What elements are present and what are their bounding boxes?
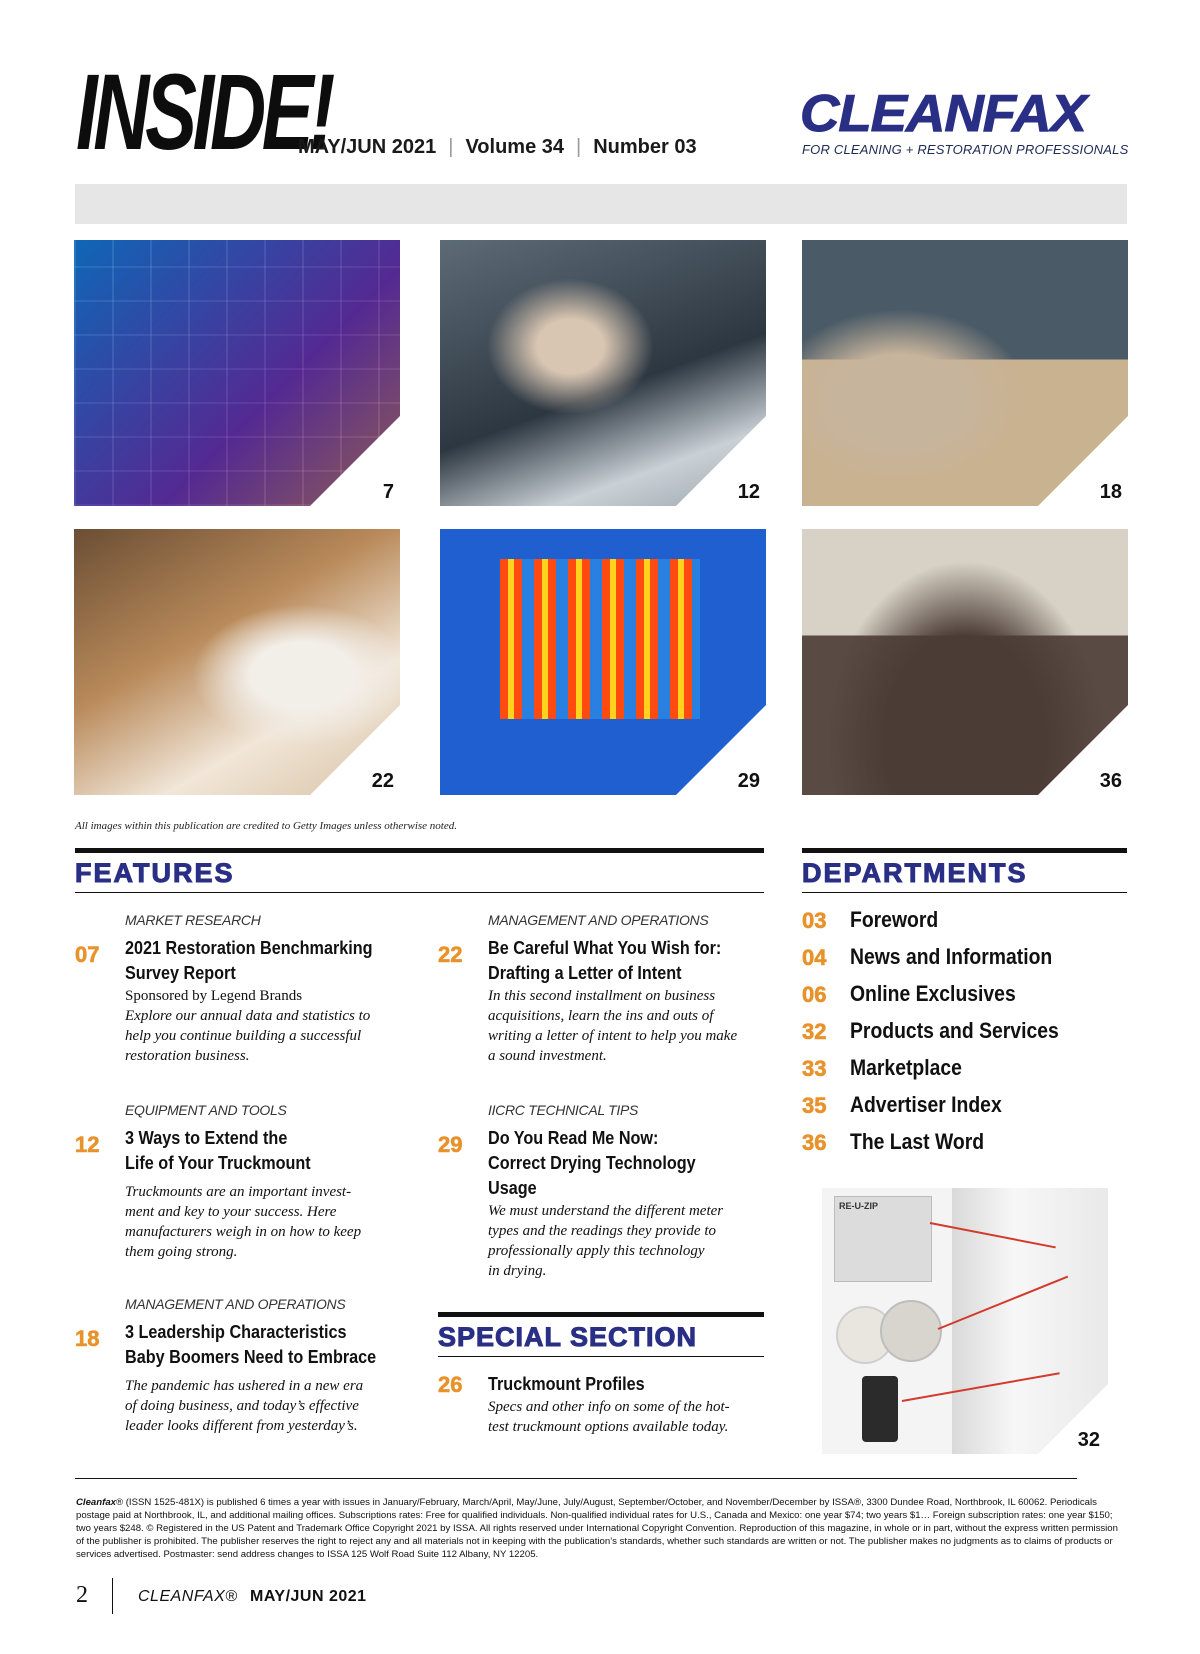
product-package xyxy=(834,1196,932,1282)
feature-item[interactable] xyxy=(75,1102,415,1262)
footer-magazine: CLEANFAX® xyxy=(138,1588,238,1605)
feature-desc: them going strong. xyxy=(125,1244,238,1260)
feature-desc: a sound investment. xyxy=(488,1048,607,1064)
feature-desc: help you continue building a successful xyxy=(125,1028,362,1044)
feature-category: MANAGEMENT AND OPERATIONS xyxy=(125,1296,346,1312)
issue-info: MAY/JUN 2021 | Volume 34 | Number 03 xyxy=(298,136,697,158)
photo-page-number: 18 xyxy=(1099,481,1122,503)
issue-volume: Volume 34 xyxy=(465,136,564,158)
brand-tagline: FOR CLEANING + RESTORATION PROFESSIONALS xyxy=(802,142,1129,157)
photo-truckmount[interactable] xyxy=(440,240,766,506)
department-label: Advertiser Index xyxy=(850,1092,1002,1117)
feature-title: Survey Report xyxy=(125,963,236,983)
features-rule xyxy=(75,848,764,853)
department-page: 03 xyxy=(802,908,827,933)
footer-date: MAY/JUN 2021 xyxy=(250,1588,367,1605)
department-label: Products and Services xyxy=(850,1018,1059,1043)
feature-desc: professionally apply this technology xyxy=(488,1243,705,1259)
features-heading: FEATURES xyxy=(75,858,235,888)
department-page: 32 xyxy=(802,1019,827,1044)
photo-page-number: 29 xyxy=(737,770,760,792)
feature-desc: The pandemic has ushered in a new era xyxy=(125,1378,364,1394)
feature-category: IICRC TECHNICAL TIPS xyxy=(488,1102,639,1118)
departments-rule xyxy=(802,848,1127,853)
feature-item[interactable] xyxy=(438,912,768,1066)
department-label: News and Information xyxy=(850,944,1053,969)
feature-desc: acquisitions, learn the ins and outs of xyxy=(488,1008,714,1024)
image-credit: All images within this publication are credited to Getty Images unless otherwise noted. xyxy=(75,820,457,832)
feature-title: 2021 Restoration Benchmarking xyxy=(125,938,373,958)
photo-thermal-radiator[interactable] xyxy=(440,529,766,795)
feature-page: 29 xyxy=(438,1132,463,1157)
feature-page: 12 xyxy=(75,1132,100,1157)
header-band xyxy=(75,184,1127,224)
photo-page-number: 32 xyxy=(1077,1429,1100,1451)
product-bag xyxy=(862,1376,898,1442)
special-item[interactable] xyxy=(438,1372,768,1437)
special-desc: Specs and other info on some of the hot- xyxy=(488,1399,730,1415)
departments-heading: DEPARTMENTS xyxy=(802,858,1028,888)
legal-brand: Cleanfax xyxy=(76,1497,116,1508)
photo-page-number: 7 xyxy=(382,481,394,503)
feature-title: Life of Your Truckmount xyxy=(125,1153,311,1173)
footer-divider xyxy=(112,1578,113,1614)
legal-rule xyxy=(75,1478,1077,1479)
features-underline xyxy=(75,892,764,893)
feature-item[interactable] xyxy=(438,1102,768,1281)
product-label: RE-U-ZIP xyxy=(839,1201,878,1211)
special-title: Truckmount Profiles xyxy=(488,1374,645,1394)
special-heading: SPECIAL SECTION xyxy=(438,1322,698,1352)
department-label: Online Exclusives xyxy=(850,981,1016,1006)
feature-desc: in drying. xyxy=(488,1263,547,1279)
special-desc: test truckmount options available today. xyxy=(488,1419,729,1435)
page-number: 2 xyxy=(76,1582,88,1608)
feature-title: 3 Leadership Characteristics xyxy=(125,1322,347,1342)
photo-page-number: 22 xyxy=(371,770,394,792)
department-label: Marketplace xyxy=(850,1055,962,1080)
feature-desc: of doing business, and today’s effective xyxy=(125,1398,359,1414)
photo-page-number: 12 xyxy=(737,481,760,503)
feature-page: 07 xyxy=(75,942,100,967)
feature-desc: restoration business. xyxy=(125,1048,250,1064)
cleanfax-logo: CLEANFAX xyxy=(800,85,1086,143)
feature-desc: writing a letter of intent to help you make xyxy=(488,1028,738,1044)
feature-page: 22 xyxy=(438,942,463,967)
feature-title: Do You Read Me Now: xyxy=(488,1128,659,1148)
photo-product-reuzip[interactable] xyxy=(822,1188,1108,1454)
feature-item[interactable] xyxy=(75,1296,415,1436)
department-page: 06 xyxy=(802,982,827,1007)
photo-leadership[interactable] xyxy=(802,240,1128,506)
legal-text: ® (ISSN 1525-481X) is published 6 times a year with issues in January/February, March/April, May/June, July/August, September/October, and November/December by ISSA®, 3300 Dundee Road, Northbrook, IL 60062. Periodicals postage paid at Northbrook, IL, and additional mailing offices. Subscriptions rates: Free for qualified individuals. Non-qualified individual rates for U.S., Canada and Mexico: one year $74; two years $1… Foreign subscription rates: one year $150; two years $248. © Registered in the US Patent and Trademark Office Copyright 2021 by ISSA. All rights reserved under International Copyright Convention. Reproduction of this magazine, in whole or in part, without the express written permission of the publisher is prohibited. The publisher reserves the right to reject any and all materials not in keeping with the publication’s standards, whether such standards are written or not. The publisher makes no judgments as to claims of products or services advertised. Postmaster: send address changes to ISSA 125 Wolf Road Suite 112 Albany, NY 12205. xyxy=(76,1497,1118,1560)
feature-title: Be Careful What You Wish for: xyxy=(488,938,722,958)
feature-title: Drafting a Letter of Intent xyxy=(488,963,682,983)
feature-page: 18 xyxy=(75,1326,100,1351)
department-page: 36 xyxy=(802,1130,827,1155)
department-page: 04 xyxy=(802,945,827,970)
department-page: 35 xyxy=(802,1093,827,1118)
photo-page-number: 36 xyxy=(1099,770,1122,792)
department-label: Foreword xyxy=(850,907,939,932)
photo-letter-of-intent[interactable] xyxy=(74,529,400,795)
feature-desc: manufacturers weigh in on how to keep xyxy=(125,1224,362,1240)
feature-desc: Explore our annual data and statistics to xyxy=(125,1008,371,1024)
feature-category: MARKET RESEARCH xyxy=(125,912,261,928)
feature-sponsor: Sponsored by Legend Brands xyxy=(125,988,303,1004)
tape-roll xyxy=(880,1300,942,1362)
publication-notice xyxy=(76,1496,1126,1561)
photo-market-research[interactable] xyxy=(74,240,400,506)
feature-desc: We must understand the different meter xyxy=(488,1203,724,1219)
feature-category: EQUIPMENT AND TOOLS xyxy=(125,1102,287,1118)
issue-number: Number 03 xyxy=(593,136,697,158)
departments-underline xyxy=(802,892,1127,893)
special-underline xyxy=(438,1356,764,1357)
feature-desc: Truckmounts are an important invest- xyxy=(125,1184,352,1200)
feature-desc: leader looks different from yesterday’s. xyxy=(125,1418,358,1434)
page-title: INSIDE! xyxy=(76,51,331,172)
photo-room-floor[interactable] xyxy=(802,529,1128,795)
feature-category: MANAGEMENT AND OPERATIONS xyxy=(488,912,709,928)
feature-desc: ment and key to your success. Here xyxy=(125,1204,337,1220)
feature-title: Correct Drying Technology Usage xyxy=(488,1153,696,1198)
feature-title: 3 Ways to Extend the xyxy=(125,1128,288,1148)
feature-item[interactable] xyxy=(75,912,415,1066)
feature-desc: In this second installment on business xyxy=(488,988,716,1004)
department-page: 33 xyxy=(802,1056,827,1081)
department-label: The Last Word xyxy=(850,1129,985,1154)
issue-date: MAY/JUN 2021 xyxy=(298,136,437,158)
feature-desc: types and the readings they provide to xyxy=(488,1223,717,1239)
feature-title: Baby Boomers Need to Embrace xyxy=(125,1347,377,1367)
special-page: 26 xyxy=(438,1372,463,1397)
special-rule xyxy=(438,1312,764,1317)
